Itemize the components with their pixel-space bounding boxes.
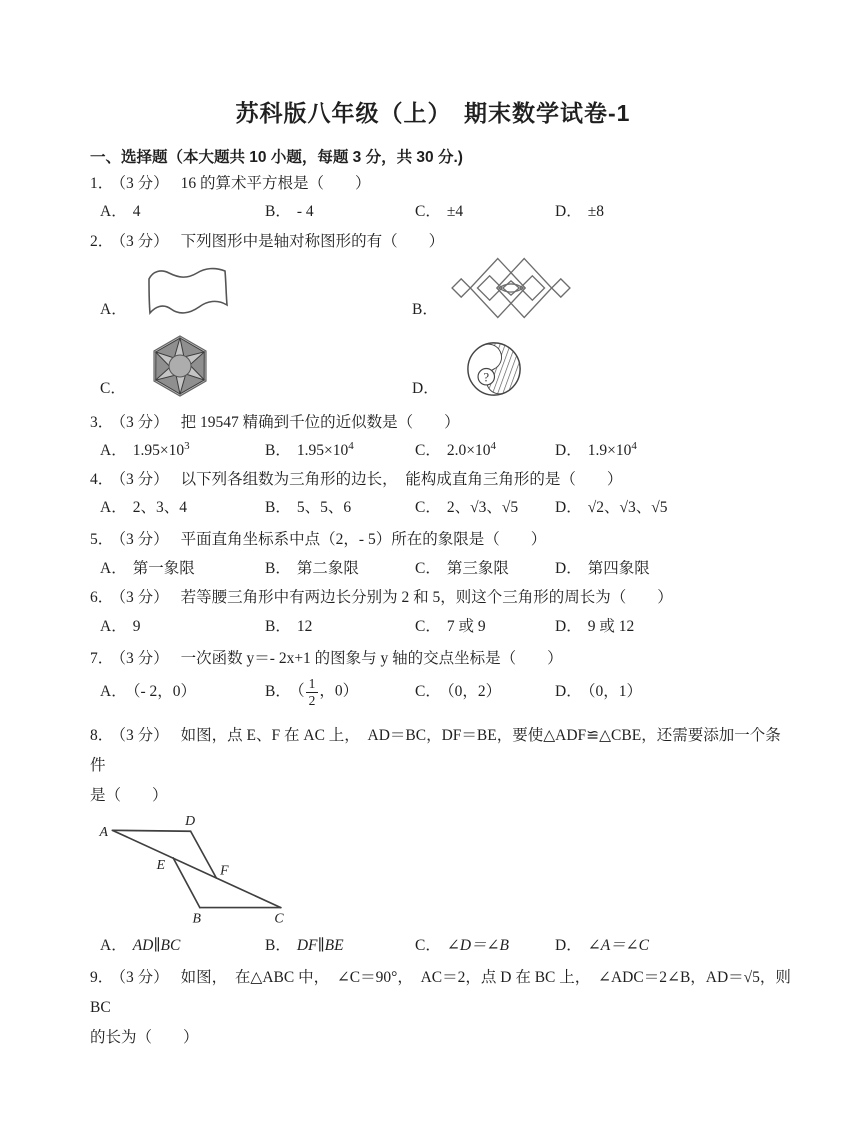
- option-b: B． 第二象限: [265, 560, 359, 577]
- question-text: 若等腰三角形中有两边长分别为 2 和 5，则这个三角形的周长为（ ）: [180, 589, 673, 606]
- figure-row-cd: [90, 332, 796, 400]
- options-row: [90, 674, 796, 710]
- figure-option-c: [100, 332, 412, 400]
- option-b: B． 5、5、6: [265, 499, 352, 516]
- options-row: [90, 440, 796, 462]
- option-c: C． 7 或 9: [415, 618, 486, 635]
- option-c: C． ±4: [415, 203, 464, 220]
- question-text: 如图，点 E、F 在 AC 上， AD＝BC，DF＝BE，要使△ADF≌△CBE，还需要添加一个条件: [90, 727, 781, 774]
- page-title: 苏科版八年级（上） 期末数学试卷-1: [235, 100, 631, 126]
- option-a: A． 第一象限: [100, 560, 195, 577]
- question-text: 一次函数 y＝- 2x+1 的图象与 y 轴的交点坐标是（ ）: [180, 650, 563, 667]
- question-points: （3 分）: [118, 727, 169, 744]
- option-c: C． 2、√3、√5: [415, 499, 519, 516]
- option-d: D． ∠A＝∠C: [555, 937, 649, 954]
- options-row: [90, 935, 796, 957]
- question-number: 1．: [90, 175, 114, 192]
- question-number: 7．: [90, 650, 114, 667]
- figure-label-d: D．: [412, 380, 439, 397]
- question-text: 把 19547 精确到千位的近似数是（ ）: [180, 414, 460, 431]
- question-points: （3 分）: [118, 969, 169, 986]
- option-a: A． （- 2，0）: [100, 683, 196, 700]
- question-text: 16 的算术平方根是（ ）: [180, 175, 371, 192]
- question-text-line2: 是（ ）: [90, 787, 168, 804]
- option-b: B． - 4: [265, 203, 314, 220]
- question-1: [90, 173, 796, 223]
- option-b: B． （ $\frac{1}{2}$ ，0）: [265, 676, 359, 708]
- options-row: [90, 558, 796, 580]
- options-row: [90, 497, 796, 519]
- question-number: 2．: [90, 233, 114, 250]
- question-points: （3 分）: [118, 531, 169, 548]
- option-b: B． $1.95\times 10^4$: [265, 439, 354, 459]
- options-row: [90, 201, 796, 223]
- option-b: B． 12: [265, 618, 313, 635]
- question-points: （3 分）: [118, 175, 169, 192]
- question-points: （3 分）: [118, 471, 169, 488]
- vertex-label-b: B: [192, 910, 201, 926]
- figure-label-b: B．: [412, 301, 438, 318]
- vertex-label-d: D: [185, 812, 196, 828]
- question-points: （3 分）: [118, 589, 169, 606]
- question-number: 5．: [90, 531, 114, 548]
- option-b: B． DF∥BE: [265, 937, 344, 954]
- question-8-figure: [90, 811, 796, 931]
- figure-option-d: [412, 332, 523, 400]
- question-4: [90, 469, 796, 519]
- congruent-triangles-figure: [92, 811, 304, 926]
- vertex-label-a: A: [99, 823, 108, 839]
- figure-option-b: [412, 255, 572, 321]
- question-6: [90, 587, 796, 638]
- option-d: D． $1.9\times 10^4$: [555, 439, 637, 459]
- question-text: 平面直角坐标系中点（2，- 5）所在的象限是（ ）: [180, 531, 547, 548]
- diamond-pattern-figure: [450, 255, 572, 321]
- option-d: D． √2、√3、√5: [555, 499, 668, 516]
- vertex-label-e: E: [156, 856, 166, 872]
- vertex-label-f: F: [220, 862, 229, 878]
- question-points: （3 分）: [118, 414, 169, 431]
- option-c: C． ∠D＝∠B: [415, 937, 509, 954]
- option-d: D． ±8: [555, 203, 604, 220]
- question-7: [90, 648, 796, 710]
- pinwheel-hexagon-figure: [148, 332, 212, 400]
- vertex-label-c: C: [274, 910, 284, 926]
- options-row: [90, 616, 796, 638]
- wavy-flag-figure: [143, 263, 231, 321]
- question-2: [90, 231, 796, 400]
- question-mark-glyph: ?: [483, 370, 489, 385]
- yinyang-question-figure: [465, 338, 523, 400]
- fraction-one-half: $\frac{1}{2}$: [306, 677, 319, 707]
- question-number: 3．: [90, 414, 114, 431]
- question-number: 8．: [90, 727, 114, 744]
- question-number: 4．: [90, 471, 114, 488]
- question-text: 如图， 在△ABC 中， ∠C＝90°， AC＝2，点 D 在 BC 上， ∠ADC＝2∠B，AD＝√5，则 BC: [90, 969, 791, 1016]
- question-number: 9．: [90, 969, 114, 986]
- option-a: A． AD∥BC: [100, 937, 181, 954]
- question-9: [90, 963, 796, 1053]
- section-heading: 一、选择题（本大题共 10 小题，每题 3 分，共 30 分.): [90, 149, 463, 166]
- question-5: [90, 529, 796, 580]
- option-a: A． 4: [100, 203, 141, 220]
- option-c: C． 第三象限: [415, 560, 509, 577]
- figure-label-c: C．: [100, 380, 126, 397]
- option-a: A． 9: [100, 618, 141, 635]
- question-points: （3 分）: [118, 233, 169, 250]
- option-a: A． 2、3、4: [100, 499, 187, 516]
- exam-content: [0, 147, 866, 1053]
- option-c: C． （0，2）: [415, 683, 502, 700]
- question-text: 下列图形中是轴对称图形的有（ ）: [180, 233, 445, 250]
- question-number: 6．: [90, 589, 114, 606]
- figure-option-a: [100, 255, 412, 321]
- option-c: C． $2.0\times 10^4$: [415, 439, 496, 459]
- option-d: D． 9 或 12: [555, 618, 635, 635]
- option-a: A． $1.95\times 10^3$: [100, 439, 190, 459]
- figure-label-a: A．: [100, 301, 127, 318]
- question-8: [90, 721, 796, 957]
- question-3: [90, 412, 796, 462]
- option-d: D． （0，1）: [555, 683, 642, 700]
- question-text: 以下列各组数为三角形的边长， 能构成直角三角形的是（ ）: [180, 471, 623, 488]
- option-d: D． 第四象限: [555, 560, 650, 577]
- question-text-line2: 的长为（ ）: [90, 1029, 199, 1046]
- figure-row-ab: [90, 255, 796, 321]
- question-points: （3 分）: [118, 650, 169, 667]
